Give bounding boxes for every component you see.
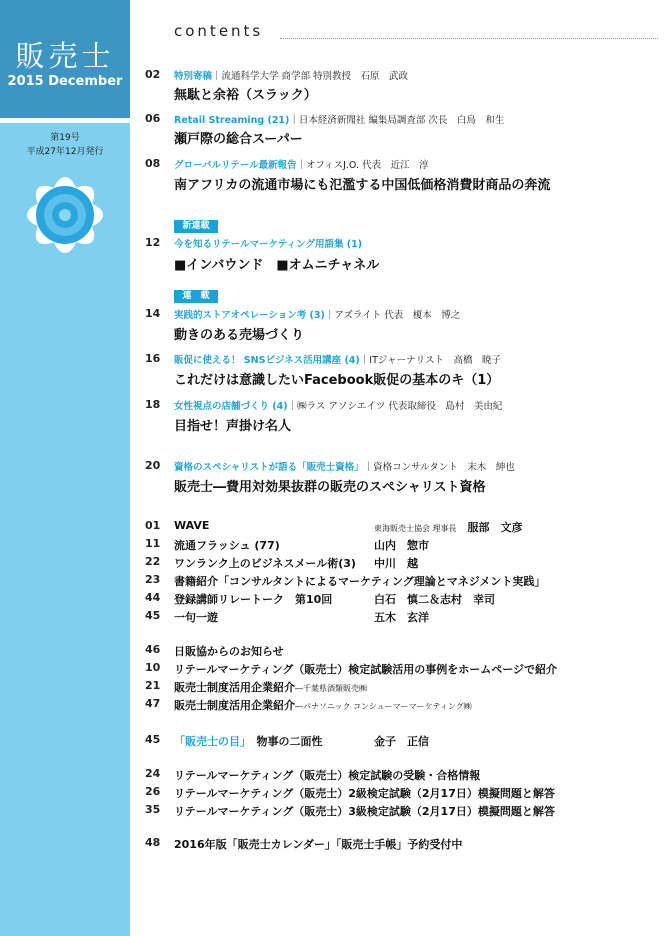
notice-title-text: 販売士制度活用企業紹介 [174,699,295,712]
magazine-title: 販売士 [15,39,115,73]
notice-subtitle: ―パナソニック コンシューマーマーケティング㈱ [295,702,472,711]
regular-author: 中川 越 [374,557,418,570]
contents-heading: contents [174,22,264,40]
regular-author: 山内 惣市 [374,539,429,552]
notice-title[interactable] [174,697,472,713]
series-byline: ｜ITジャーナリスト 高橋 暁子 [359,355,501,366]
page-number: 08 [145,157,161,170]
issue-date: 2015 December [7,74,123,89]
exam-title[interactable]: リテールマーケティング（販売士）3級検定試験（2月17日）模擬問題と解答 [174,805,555,818]
series-category: 資格のスペシャリストが語る「販売士資格」 [174,462,364,473]
regular-title[interactable]: 流通フラッシュ (77) [174,539,280,552]
series-subtitle [174,236,362,250]
regular-title[interactable]: ワンランク上のビジネスメール術(3) [174,557,356,570]
series-title[interactable]: 販売士―費用対効果抜群の販売のスペシャリスト資格 [174,480,486,495]
series-subtitle [174,307,460,321]
page-number: 22 [145,555,161,568]
series-subtitle [174,459,515,473]
series-category: 販促に使える！ SNSビジネス活用講座 (4) [174,355,360,366]
series-byline: ｜アズライト 代表 榎本 博之 [324,310,461,321]
page-number: 21 [145,679,161,692]
notice-title-text: 販売士制度活用企業紹介 [174,681,295,694]
page-number: 47 [145,697,161,710]
series-badge: 連 載 [174,290,218,303]
eye-title-text: 物事の二面性 [256,735,323,748]
series-title[interactable]: ■インバウンド ■オムニチャネル [174,258,380,273]
page-number: 46 [145,643,161,656]
series-category: 実践的ストアオペレーション考 (3) [174,310,325,321]
page-number: 01 [145,519,161,532]
page-number: 02 [145,68,161,81]
feature-title[interactable]: 無駄と余裕（スラック） [174,88,317,103]
page-number: 10 [145,661,161,674]
author-affiliation: 東海販売士協会 理事長 [374,524,457,533]
notice-title[interactable]: 日販協からのお知らせ [174,645,284,658]
regular-title[interactable]: 書籍紹介「コンサルタントによるマーケティング理論とマネジメント実践」 [174,575,546,588]
feature-title[interactable]: 瀬戸際の総合スーパー [174,132,303,147]
series-subtitle [174,352,501,366]
page-number: 23 [145,573,161,586]
issue-number: 第19号 [50,133,80,143]
feature-byline: ｜日本経済新聞社 編集局調査部 次長 白鳥 和生 [289,115,505,126]
regular-title[interactable]: 一句一遊 [174,611,218,624]
feature-category: 特別寄稿 [174,71,213,82]
page-number: 45 [145,609,161,622]
series-title[interactable]: 目指せ！声掛け名人 [174,419,292,434]
feature-subtitle [174,157,429,171]
page-number: 16 [145,352,161,365]
feature-category: グローバルリテール最新報告 [174,160,297,171]
page-number: 48 [145,836,161,849]
exam-title[interactable]: リテールマーケティング（販売士）2級検定試験（2月17日）模擬問題と解答 [174,787,555,800]
series-byline: ｜㈱ラス アソシエイツ 代表取締役 島村 美由紀 [287,401,503,412]
author-name: 服部 文彦 [467,521,523,534]
page-number: 45 [145,733,161,746]
page-number: 06 [145,112,161,125]
page-number: 35 [145,803,161,816]
page-number: 18 [145,398,161,411]
series-title[interactable]: これだけは意識したいFacebook販促の基本のキ（1） [174,373,500,388]
page-number: 24 [145,767,161,780]
page-number: 14 [145,307,161,320]
feature-category: Retail Streaming (21) [174,115,290,126]
page-number: 12 [145,236,161,249]
series-title[interactable]: 動きのある売場づくり [174,328,305,343]
page-number: 11 [145,537,161,550]
notice-title[interactable]: リテールマーケティング（販売士）検定試験活用の事例をホームページで紹介 [174,663,558,676]
regular-title[interactable]: WAVE [174,519,210,532]
page-number: 20 [145,459,161,472]
page-number: 44 [145,591,161,604]
regular-title[interactable]: 登録講師リレートーク 第10回 [174,593,333,606]
feature-byline: ｜オフィスJ.O. 代表 近江 淳 [296,160,429,171]
regular-author: 白石 慎二＆志村 幸司 [374,593,495,606]
eye-title[interactable] [174,733,323,749]
feature-byline: ｜流通科学大学 商学部 特別教授 石原 武政 [212,71,409,82]
eye-label: 「販売士の目」 [174,735,246,748]
exam-title[interactable]: リテールマーケティング（販売士）検定試験の受験・合格情報 [174,769,481,782]
series-byline: ｜資格コンサルタント 末木 紳也 [363,462,515,473]
series-category: 今を知るリテールマーケティング用語集 (1) [174,239,363,250]
eye-author: 金子 正信 [374,735,429,748]
flower-icon [0,160,130,270]
feature-subtitle [174,112,504,126]
new-series-badge: 新連載 [174,220,218,233]
regular-author: 五木 玄洋 [374,611,429,624]
heading-divider [280,38,658,39]
series-category: 女性視点の店舗づくり (4) [174,401,288,412]
calendar-title[interactable]: 2016年版「販売士カレンダー」「販売士手帳」予約受付中 [174,838,463,851]
sidebar-divider [0,118,130,123]
page-number: 26 [145,785,161,798]
feature-title[interactable]: 南アフリカの流通市場にも氾濫する中国低価格消費財商品の奔流 [174,178,551,193]
publish-date: 平成27年12月発行 [26,147,104,157]
notice-title[interactable] [174,679,367,695]
sidebar [0,0,130,936]
feature-subtitle [174,68,408,82]
notice-subtitle: ―千葉県酒類販売㈱ [295,684,367,693]
series-subtitle [174,398,502,412]
regular-author [374,519,523,535]
